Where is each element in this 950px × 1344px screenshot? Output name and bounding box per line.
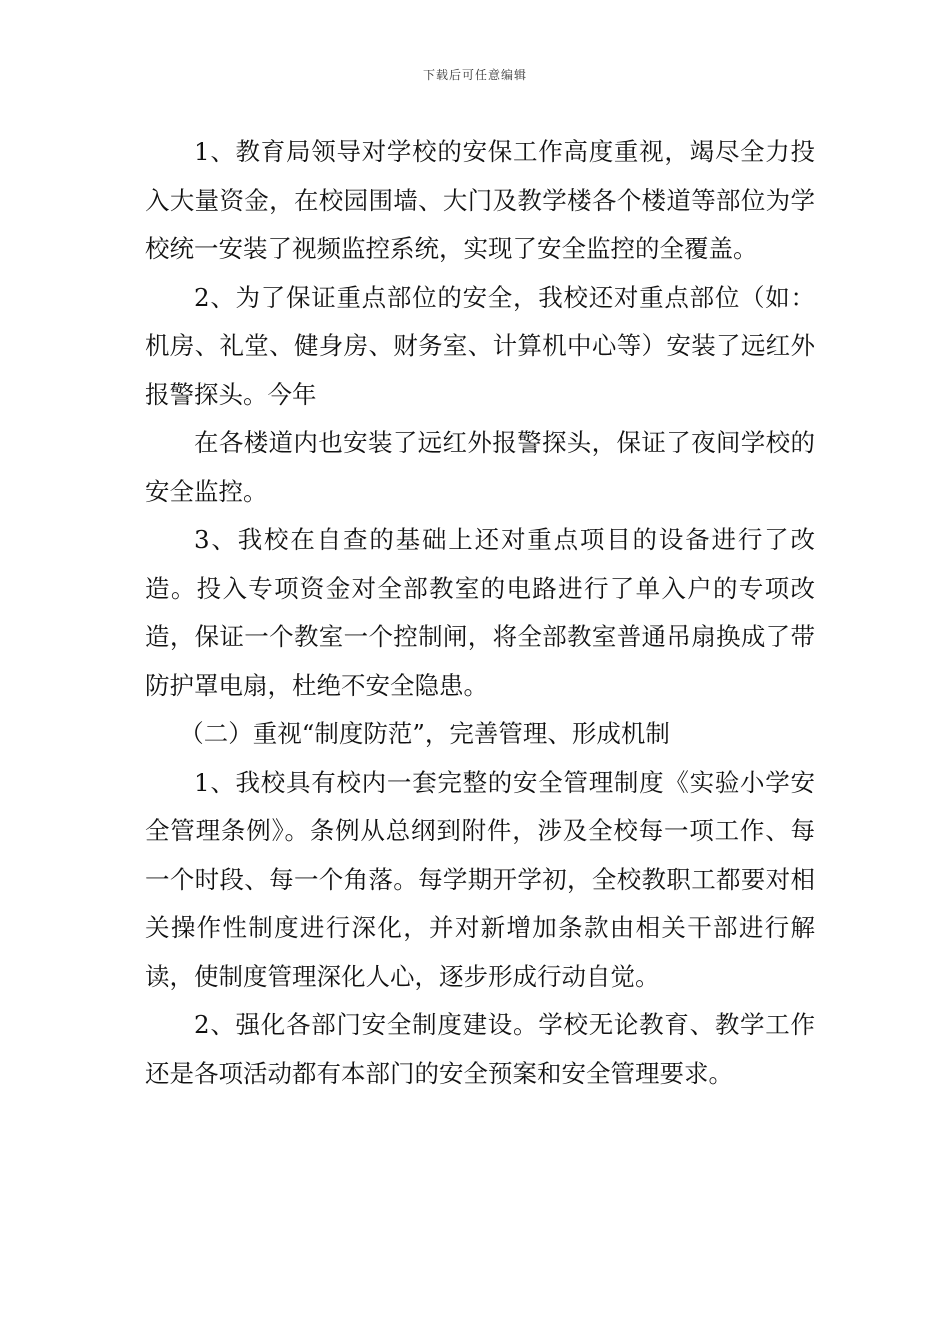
paragraph-6: 2、强化各部门安全制度建设。学校无论教育、教学工作还是各项活动都有本部门的安全预案和安全管理要求。 [145,1010,815,1088]
document-body [145,128,815,1098]
paragraph-3: 在各楼道内也安装了远红外报警探头，保证了夜间学校的安全监控。 [145,428,815,506]
paragraph-1: 1、教育局领导对学校的安保工作高度重视，竭尽全力投入大量资金，在校园围墙、大门及教学楼各个楼道等部位为学校统一安装了视频监控系统，实现了安全监控的全覆盖。 [145,137,815,263]
paragraph-5: 1、我校具有校内一套完整的安全管理制度《实验小学安全管理条例》。条例从总纲到附件，涉及全校每一项工作、每一个时段、每一个角落。每学期开学初，全校教职工都要对相关操作性制度进行深化，并对新增加条款由相关干部进行解读，使制度管理深化人心，逐步形成行动自觉。 [145,767,815,991]
paragraph-4: 3、我校在自查的基础上还对重点项目的设备进行了改造。投入专项资金对全部教室的电路进行了单入户的专项改造，保证一个教室一个控制闸，将全部教室普通吊扇换成了带防护罩电扇，杜绝不安全隐患。 [145,525,815,700]
paragraph-2: 2、为了保证重点部位的安全，我校还对重点部位（如：机房、礼堂、健身房、财务室、计算机中心等）安装了远红外报警探头。今年 [145,282,815,409]
section-heading: （二）重视“制度防范”，完善管理、形成机制 [179,719,670,748]
page-header-note: 下载后可任意编辑 [422,68,527,82]
